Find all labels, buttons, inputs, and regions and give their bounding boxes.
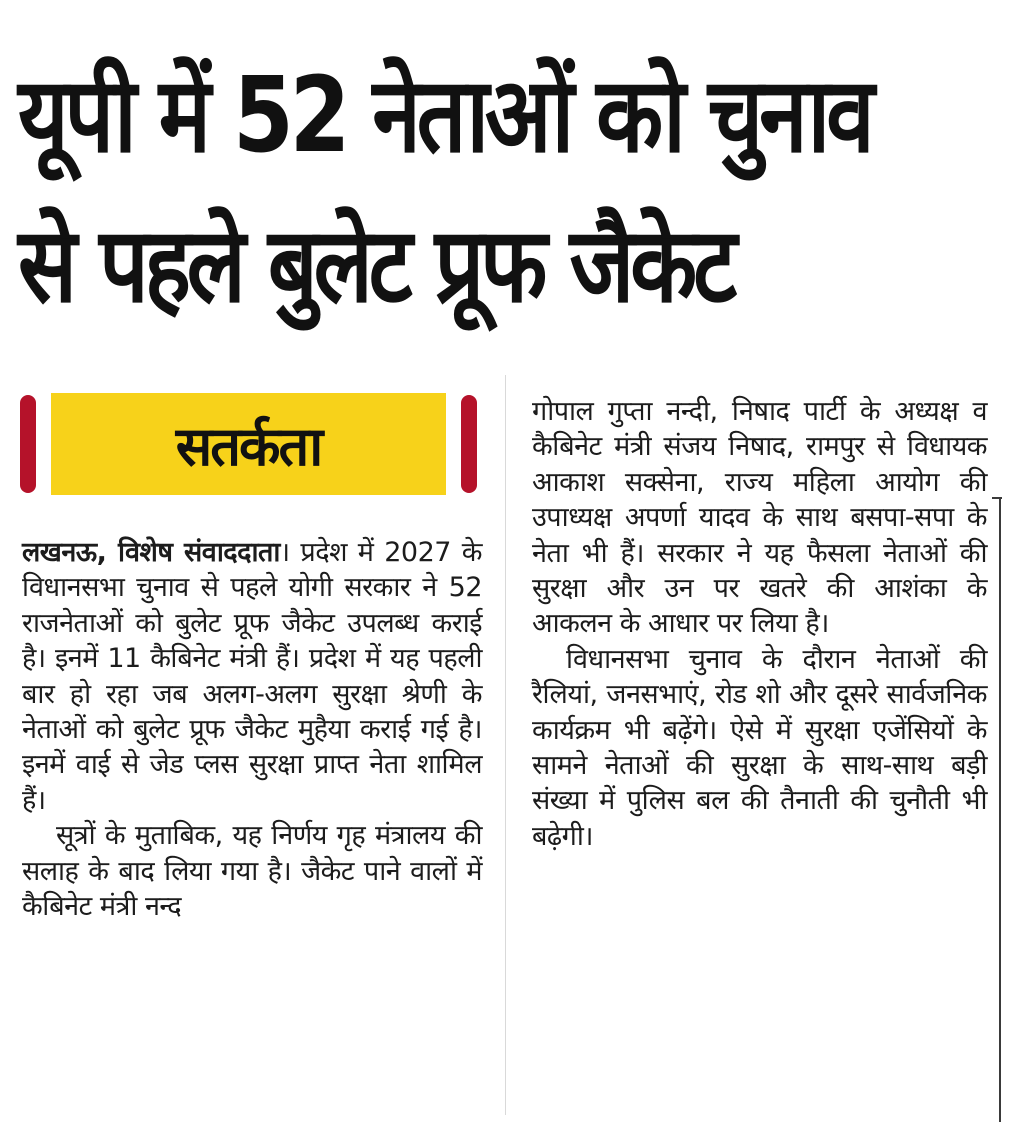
paragraph-text: प्रदेश में 2027 के विधानसभा चुनाव से पहले योगी सरकार ने 52 राजनेताओं को बुलेट प्रूफ जैकेट उपलब्ध कराई है। इनमें 11 कैबिनेट मंत्री हैं। प्रदेश में यह पहली बार हो रहा जब अलग-अलग सुरक्षा श्रेणी के नेताओं को बुलेट प्रूफ जैकेट मुहैया कराई गई है। इनमें वाई से जेड प्लस सुरक्षा प्राप्त नेता शामिल हैं। (22, 537, 482, 816)
dateline: लखनऊ, विशेष संवाददाता (22, 537, 280, 568)
paragraph-text: विधानसभा चुनाव के दौरान नेताओं की रैलियां, जनसभाएं, रोड शो और दूसरे सार्वजनिक कार्यक्रम भी बढ़ेंगे। ऐसे में सुरक्षा एजेंसियों के सामने नेताओं की सुरक्षा के साथ-साथ बड़ी संख्या में पुलिस बल की तैनाती की चुनौती भी बढ़ेगी। (532, 643, 987, 852)
paragraph-text: सूत्रों के मुताबिक, यह निर्णय गृह मंत्रालय की सलाह के बाद लिया गया है। जैकेट पाने वालों में कैबिनेट मंत्री नन्द (22, 820, 482, 923)
dateline-separator: । (279, 537, 301, 568)
article-left-column (22, 535, 482, 924)
article-paragraph (22, 818, 482, 924)
tag-right-bar (461, 395, 477, 493)
tag-label: सतर्कता (175, 415, 322, 478)
section-tag (20, 393, 477, 495)
article-paragraph (22, 535, 482, 818)
column-divider (505, 375, 506, 1115)
tag-fill (51, 393, 446, 495)
article-paragraph (532, 642, 987, 854)
article-paragraph (532, 394, 987, 642)
headline (18, 40, 871, 340)
article-right-column (532, 394, 987, 854)
headline-line-2: से पहले बुलेट प्रूफ जैकेट (18, 204, 733, 326)
paragraph-text: गोपाल गुप्ता नन्दी, निषाद पार्टी के अध्यक्ष व कैबिनेट मंत्री संजय निषाद, रामपुर से विधायक आकाश सक्सेना, राज्य महिला आयोग की उपाध्यक्ष अपर्णा यादव के साथ बसपा-सपा के नेता भी हैं। सरकार ने यह फैसला नेताओं की सुरक्षा और उन पर खतरे की आशंका के आकलन के आधार पर लिया है। (532, 396, 987, 640)
headline-line-1: यूपी में 52 नेताओं को चुनाव (18, 54, 871, 176)
clipping-edge-rule (999, 497, 1001, 1122)
tag-left-bar (20, 395, 36, 493)
